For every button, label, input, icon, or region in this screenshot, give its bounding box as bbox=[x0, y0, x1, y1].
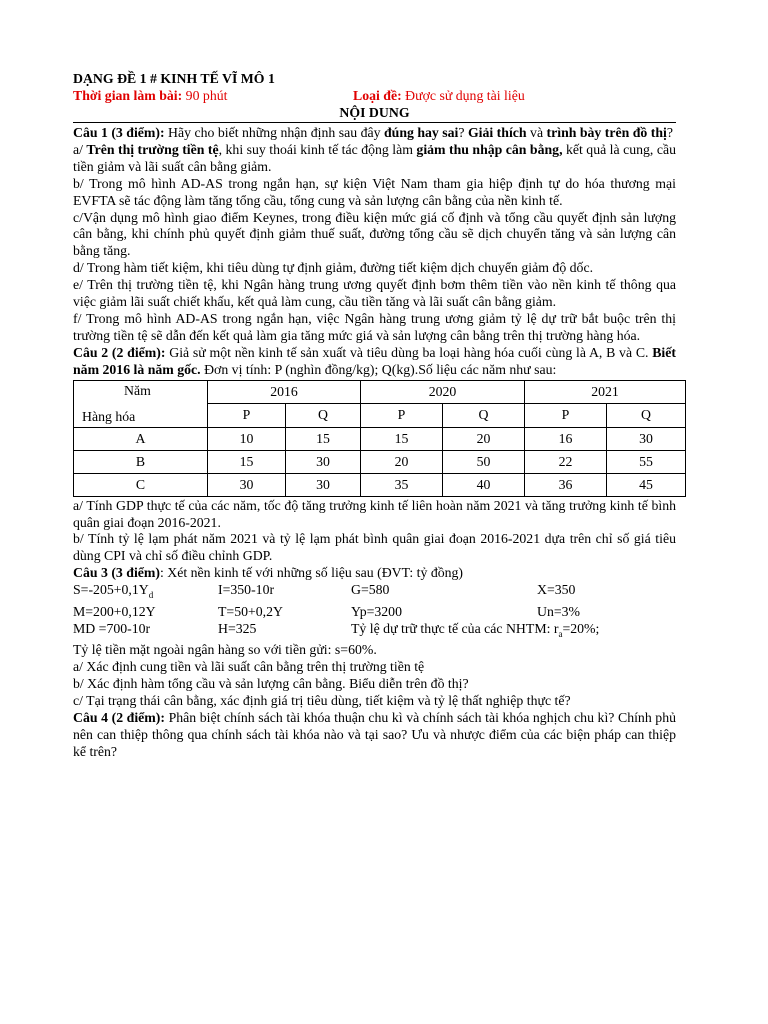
question-3-c: c/ Tại trạng thái cân bằng, xác định giá trị tiêu dùng, tiết kiệm và tỷ lệ thất nghiệp thực tế? bbox=[73, 693, 571, 709]
imports-function: M=200+0,12Y bbox=[73, 603, 156, 619]
exam-type: Loại đề: Được sử dụng tài liệu bbox=[353, 88, 525, 103]
table-cell-item: B bbox=[74, 450, 208, 473]
table-cell: 30 bbox=[208, 473, 286, 496]
table-cell-item: A bbox=[74, 427, 208, 450]
exam-meta bbox=[73, 87, 676, 104]
table-row bbox=[74, 473, 686, 496]
table-cell: 30 bbox=[607, 427, 686, 450]
table-cell: 15 bbox=[208, 450, 286, 473]
table-cell: 40 bbox=[443, 473, 525, 496]
sub-header-q: Q bbox=[443, 404, 525, 428]
question-3-intro: Câu 3 (3 điểm): Xét nền kinh tế với những số liệu sau (ĐVT: tỷ đồng) bbox=[73, 565, 464, 581]
table-cell: 22 bbox=[525, 450, 607, 473]
question-1-intro: Câu 1 (3 điểm): Hãy cho biết những nhận định sau đây đúng hay sai? Giải thích và trình bày trên đồ thị? bbox=[73, 125, 673, 140]
table-cell: 20 bbox=[361, 450, 443, 473]
divider bbox=[73, 122, 676, 123]
table-cell-item: C bbox=[74, 473, 208, 496]
potential-output: Yp=3200 bbox=[351, 603, 402, 619]
equations-row-1 bbox=[73, 582, 676, 604]
sub-header-q: Q bbox=[607, 404, 686, 428]
question-2-b: b/ Tính tỷ lệ lạm phát năm 2021 và tỷ lệ lạm phát bình quân giai đoạn 2016-2021 dựa trên chỉ số giá tiêu dùng CPI và chỉ số điều chỉnh GDP. bbox=[73, 531, 676, 564]
sub-header-p: P bbox=[208, 404, 286, 428]
money-demand: MD =700-10r bbox=[73, 620, 151, 636]
goods-header: Hàng hóa bbox=[82, 408, 136, 424]
table-cell: 20 bbox=[443, 427, 525, 450]
question-1-b: b/ Trong mô hình AD-AS trong ngắn hạn, sự kiện Việt Nam tham gia hiệp định tự do hóa thương mại EVFTA sẽ tác động làm tăng tổng cầu, tổng cung và sản lượng cân bằng của nền kinh tế. bbox=[73, 175, 676, 208]
question-3-b: b/ Xác định hàm tổng cầu và sản lượng cân bằng. Biểu diễn trên đồ thị? bbox=[73, 676, 469, 692]
tax-function: T=50+0,2Y bbox=[218, 603, 283, 619]
table-cell: 10 bbox=[208, 427, 286, 450]
document-title: DẠNG ĐỀ 1 # KINH TẾ VĨ MÔ 1 bbox=[73, 71, 275, 86]
equations-row-3 bbox=[73, 621, 676, 643]
table-cell: 36 bbox=[525, 473, 607, 496]
table-corner-header bbox=[74, 380, 208, 427]
question-2-a: a/ Tính GDP thực tế của các năm, tốc độ tăng trưởng kinh tế liên hoàn năm 2021 và tăng trưởng kinh tế bình quân giai đoạn 2016-2021. bbox=[73, 497, 676, 530]
table-cell: 16 bbox=[525, 427, 607, 450]
investment-function: I=350-10r bbox=[218, 582, 275, 598]
sub-header-p: P bbox=[525, 404, 607, 428]
table-cell: 15 bbox=[361, 427, 443, 450]
sub-header-p: P bbox=[361, 404, 443, 428]
table-cell: 30 bbox=[286, 473, 361, 496]
equations-row-2 bbox=[73, 604, 676, 621]
table-cell: 15 bbox=[286, 427, 361, 450]
table-cell: 45 bbox=[607, 473, 686, 496]
question-2-intro: Câu 2 (2 điểm): Giả sử một nền kinh tế sản xuất và tiêu dùng ba loại hàng hóa cuối cùng là A, B và C. Biết năm 2016 là năm gốc. Đơn vị tính: P (nghìn đồng/kg); Q(kg).Số liệu các năm như sau: bbox=[73, 344, 676, 377]
table-row bbox=[74, 450, 686, 473]
question-3-a: a/ Xác định cung tiền và lãi suất cân bằng trên thị trường tiền tệ bbox=[73, 659, 425, 675]
year-2020-header: 2020 bbox=[361, 380, 525, 404]
currency-ratio: Tỷ lệ tiền mặt ngoài ngân hàng so với tiền gửi: s=60%. bbox=[73, 642, 377, 658]
question-4: Câu 4 (2 điểm): Phân biệt chính sách tài khóa thuận chu kì và chính sách tài khóa nghịch chu kì? Chính phủ nên can thiệp thông qua chính sách tài khóa nào và tại sao? Ưu và nhược điểm của các biện pháp can thiệp kể trên? bbox=[73, 709, 677, 759]
savings-function: $S=-205+0,1Y_d$ bbox=[73, 582, 154, 600]
table-row bbox=[74, 427, 686, 450]
table-cell: 30 bbox=[286, 450, 361, 473]
question-1-e: e/ Trên thị trường tiền tệ, khi Ngân hàng trung ương quyết định bơm thêm tiền vào nền kinh tế thông qua việc giảm lãi suất chiết khấu, kết quả làm cung, cầu tiền tăng và lãi suất cân bằng giảm. bbox=[73, 277, 676, 310]
price-quantity-table bbox=[73, 380, 686, 497]
document-content bbox=[73, 70, 676, 761]
government-spending: G=580 bbox=[351, 582, 390, 598]
exam-time: Thời gian làm bài: 90 phút bbox=[73, 88, 228, 103]
table-cell: 55 bbox=[607, 450, 686, 473]
natural-unemployment: Un=3% bbox=[537, 603, 581, 619]
reserve-ratio: Tỷ lệ dự trữ thực tế của các NHTM: $r_a=20\%$; bbox=[351, 620, 600, 639]
table-cell: 35 bbox=[361, 473, 443, 496]
question-1-a: a/ Trên thị trường tiền tệ, khi suy thoái kinh tế tác động làm giảm thu nhập cân bằng, kết quả là cung, cầu tiền giảm và lãi suất cân bằng giảm. bbox=[73, 141, 676, 174]
exports: X=350 bbox=[537, 582, 576, 598]
table-cell: 50 bbox=[443, 450, 525, 473]
year-2021-header: 2021 bbox=[525, 380, 686, 404]
year-header: Năm bbox=[124, 382, 151, 398]
question-1-c: c/Vận dụng mô hình giao điểm Keynes, trong điều kiện mức giá cố định và tổng cầu quyết định sản lượng cân bằng, khi chính phủ quyết định giảm thuế suất, đường tổng cầu sẽ dịch chuyển tăng và sản lượng cân bằng tăng. bbox=[73, 209, 676, 259]
question-1-d: d/ Trong hàm tiết kiệm, khi tiêu dùng tự định giảm, đường tiết kiệm dịch chuyển giảm độ dốc. bbox=[73, 260, 594, 276]
section-title: NỘI DUNG bbox=[339, 105, 410, 120]
year-2016-header: 2016 bbox=[208, 380, 361, 404]
monetary-base: H=325 bbox=[218, 620, 257, 636]
sub-header-q: Q bbox=[286, 404, 361, 428]
question-1-f: f/ Trong mô hình AD-AS trong ngắn hạn, việc Ngân hàng trung ương giảm tỷ lệ dự trữ bắt buộc trên thị trường tiền tệ sẽ dẫn đến kết quả làm gia tăng mức giá và sản lượng cân bằng trên thị trường hàng hóa. bbox=[73, 310, 676, 343]
